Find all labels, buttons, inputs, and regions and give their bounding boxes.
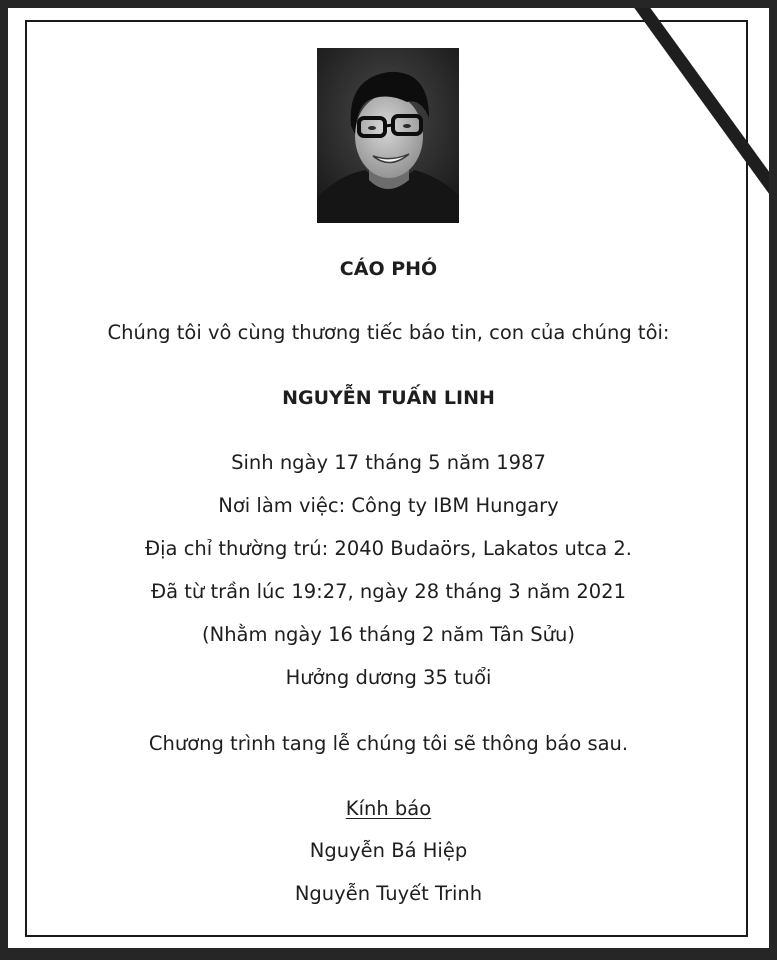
signoff: Kính báo bbox=[345, 797, 432, 820]
age: Hưởng dương 35 tuổi bbox=[285, 666, 492, 689]
signer-1: Nguyễn Bá Hiệp bbox=[309, 839, 468, 862]
intro-text: Chúng tôi vô cùng thương tiếc báo tin, con của chúng tôi: bbox=[107, 321, 670, 344]
notice-title: CÁO PHÓ bbox=[339, 258, 438, 280]
signer-2: Nguyễn Tuyết Trinh bbox=[294, 882, 483, 905]
death-date: Đã từ trần lúc 19:27, ngày 28 tháng 3 năm 2021 bbox=[151, 580, 626, 603]
permanent-address: Địa chỉ thường trú: 2040 Budaörs, Lakatos utca 2. bbox=[145, 537, 632, 560]
birth-date: Sinh ngày 17 tháng 5 năm 1987 bbox=[231, 451, 546, 474]
deceased-name: NGUYỄN TUẤN LINH bbox=[282, 387, 495, 409]
lunar-date: (Nhằm ngày 16 tháng 2 năm Tân Sửu) bbox=[202, 623, 575, 646]
deceased-portrait bbox=[317, 48, 459, 223]
obituary-notice bbox=[8, 8, 769, 948]
workplace: Nơi làm việc: Công ty IBM Hungary bbox=[218, 494, 559, 517]
funeral-info: Chương trình tang lễ chúng tôi sẽ thông báo sau. bbox=[148, 732, 629, 755]
